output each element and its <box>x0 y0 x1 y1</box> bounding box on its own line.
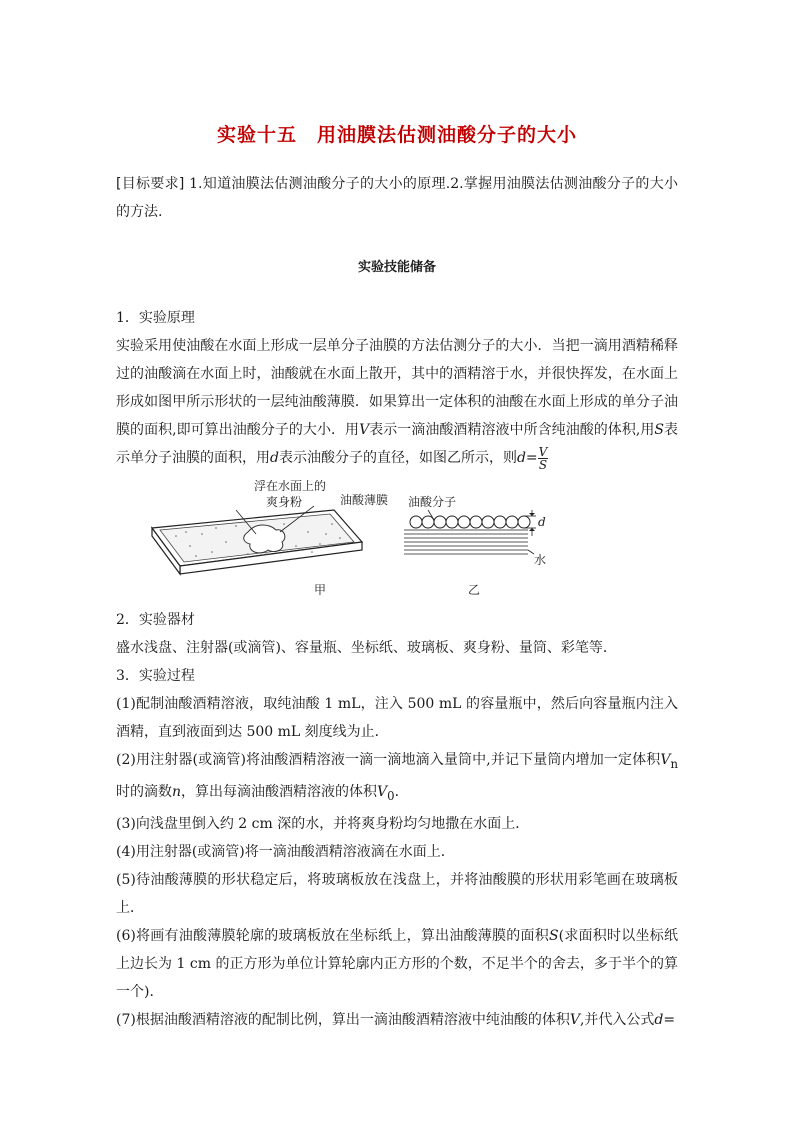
step7-formula: d= <box>654 1011 676 1028</box>
page-title: 实验十五 用油膜法估测油酸分子的大小 <box>216 124 577 146</box>
caption-a: 甲 <box>314 583 327 597</box>
equipment-text: 盛水浅盘、注射器(或滴管)、容量瓶、坐标纸、玻璃板、爽身粉、量筒、彩笔等． <box>116 640 617 656</box>
principle-text-2: 表示一滴油酸酒精溶液中所含纯油酸的体积,用 <box>369 422 655 438</box>
step6-text-b: (求面积时以坐标纸上边长为 1 cm 的正方形为单位计算轮廓内正方形的个数，不足半个的舍去，多于半个的算一个)． <box>116 927 678 1000</box>
principle-text-3: 表示单分子油膜的面积，用 <box>116 422 679 466</box>
procedure-heading: 3．实验过程 <box>116 668 195 684</box>
var-n: n <box>172 783 182 800</box>
procedure-step-4: (4)用注射器(或滴管)将一滴油酸酒精溶液滴在水面上． <box>116 843 455 860</box>
step2-text-b: 时的滴数 <box>116 783 172 800</box>
label-water: 水 <box>534 553 547 567</box>
formula-denominator: S <box>538 457 548 472</box>
var-vn-sub: n <box>670 756 678 771</box>
procedure-step-7 <box>116 1006 678 1034</box>
step7-text-a: (7)根据油酸酒精溶液的配制比例，算出一滴油酸酒精溶液中纯油酸的体积 <box>116 1011 570 1028</box>
goal-text: 1.知道油膜法估测油酸分子的大小的原理.2.掌握用油膜法估测油酸分子的大小的方法. <box>116 176 678 220</box>
formula-lhs: d= <box>516 450 538 466</box>
goal-paragraph <box>116 170 678 226</box>
formula-numerator: V <box>538 444 548 459</box>
principle-heading: 1．实验原理 <box>116 310 195 326</box>
principle-paragraph <box>116 332 678 472</box>
var-vn: V <box>660 752 671 768</box>
var-s: S <box>654 422 664 438</box>
label-powder: 浮在水面上的 <box>254 480 327 493</box>
step2-text-c: ，算出每滴油酸酒精溶液的体积 <box>181 783 378 800</box>
formula-fraction <box>538 446 549 471</box>
step2-text-d: ． <box>394 783 409 800</box>
var-v0-sub: 0 <box>387 788 395 803</box>
var-v-pure: V <box>569 1011 580 1028</box>
var-v: V <box>359 422 370 438</box>
procedure-step-3: (3)向浅盘里倒入约 2 cm 深的水，并将爽身粉均匀地撒在水面上． <box>116 815 530 832</box>
molecule-diagram <box>404 494 546 597</box>
procedure-step-1: (1)配制油酸酒精溶液，取纯油酸 1 mL，注入 500 mL 的容量瓶中，然后向容量瓶内注入酒精，直到液面到达 500 mL 刻度线为止． <box>116 696 678 740</box>
step7-text-b: ,并代入公式 <box>579 1011 655 1028</box>
figure-svg <box>116 480 678 600</box>
procedure-step-5: (5)待油酸薄膜的形状稳定后，将玻璃板放在浅盘上，并将油酸膜的形状用彩笔画在玻璃板上． <box>116 871 678 916</box>
label-molecule: 油酸分子 <box>408 495 457 509</box>
experiment-figure <box>116 480 678 600</box>
procedure-step-2 <box>116 746 678 810</box>
equipment-heading: 2．实验器材 <box>116 612 195 628</box>
step6-text-a: (6)将画有油酸薄膜轮廓的玻璃板放在坐标纸上，算出油酸薄膜的面积 <box>116 927 550 944</box>
tray-diagram <box>152 480 388 597</box>
label-d: d <box>538 515 546 529</box>
caption-b: 乙 <box>468 583 481 597</box>
label-film: 油酸薄膜 <box>340 493 389 507</box>
principle-text-4: 表示油酸分子的直径，如图乙所示，则 <box>278 450 517 466</box>
label-powder-2: 爽身粉 <box>266 495 303 509</box>
var-v0: V <box>377 783 388 800</box>
principle-text-1: 实验采用使油酸在水面上形成一层单分子油膜的方法估测分子的大小．当把一滴用酒精稀释过的油酸滴在水面上时，油酸就在水面上散开，其中的酒精溶于水，并很快挥发，在水面上形成如图甲所示形状的一层纯油酸薄膜．如果算出一定体积的油酸在水面上形成的单分子油膜的面积,即可算出油酸分子的大小．用 <box>116 338 678 438</box>
var-s-area: S <box>549 927 559 944</box>
document-body <box>116 170 678 1034</box>
procedure-step-6 <box>116 922 678 1006</box>
step2-text-a: (2)用注射器(或滴管)将油酸酒精溶液一滴一滴地滴入量筒中,并记下量筒内增加一定体积 <box>116 752 661 768</box>
var-d: d <box>270 450 279 466</box>
goal-label: [目标要求] <box>116 176 185 192</box>
section-heading: 实验技能储备 <box>357 260 436 275</box>
